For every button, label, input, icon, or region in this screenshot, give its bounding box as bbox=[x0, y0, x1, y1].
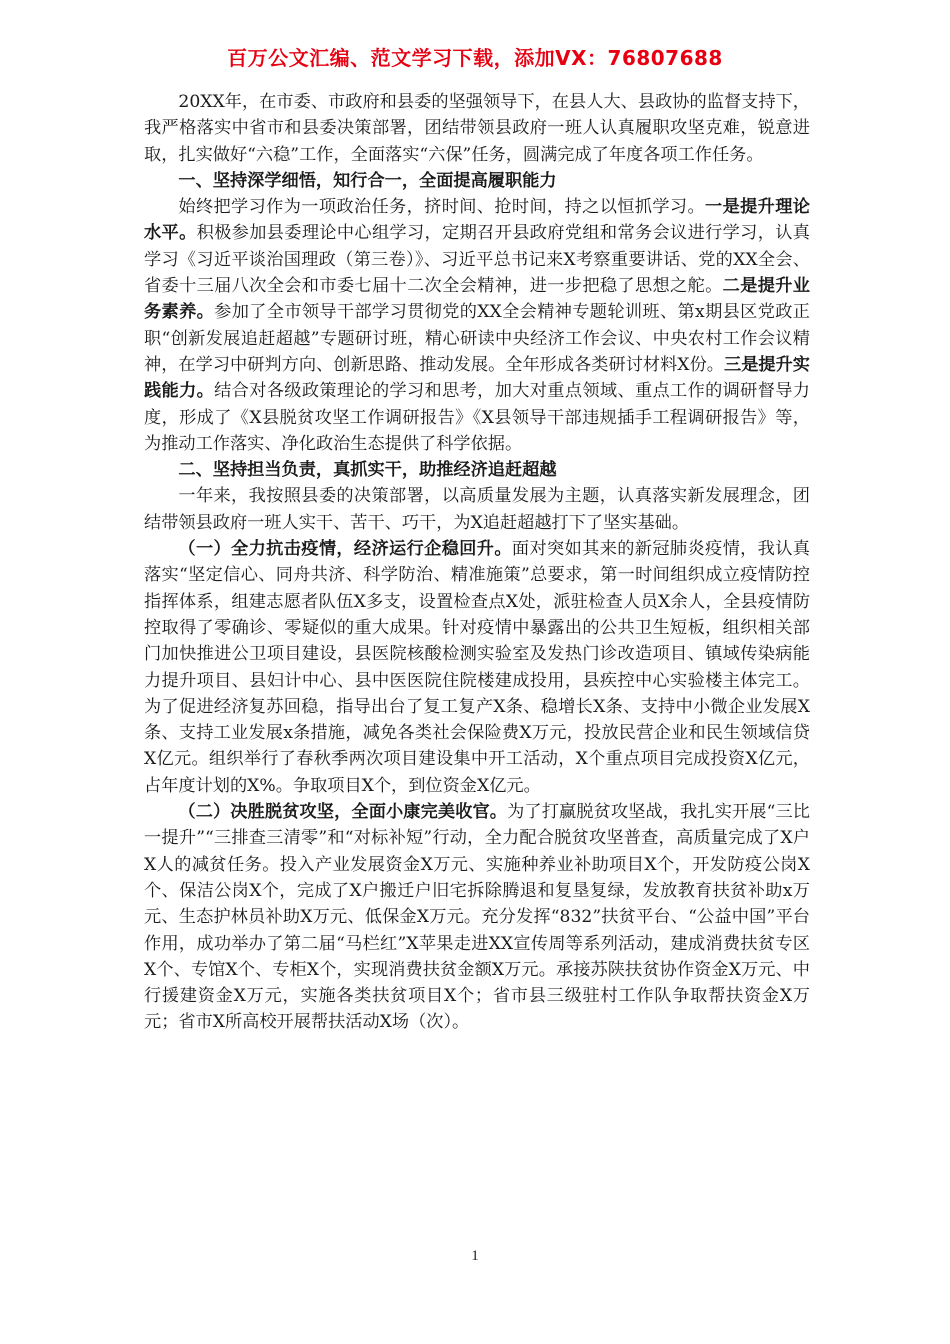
section-1-text-a: 始终把学习作为一项政治任务，挤时间、抢时间，持之以恒抓学习。 bbox=[178, 197, 706, 218]
section-2-heading: 二、坚持担当负责，真抓实干，助推经济追赶超越 bbox=[178, 460, 557, 481]
page-number: 1 bbox=[471, 1248, 479, 1264]
document-body bbox=[144, 89, 810, 1036]
section-1-paragraph bbox=[144, 194, 810, 457]
section-1-point-1: 一是提升理论水平。 bbox=[144, 197, 810, 244]
subsection-1-paragraph bbox=[144, 536, 810, 799]
section-2-intro: 一年来，我按照县委的决策部署，以高质量发展为主题，认真落实新发展理念，团结带领县政府一班人实干、苦干、巧干，为X追赶超越打下了坚实基础。 bbox=[144, 486, 810, 533]
section-1-text-c: 参加了全市领导干部学习贯彻党的XX全会精神专题轮训班、第x期县区党政正职“创新发展追赶超越”专题研讨班，精心研读中央经济工作会议、中央农村工作会议精神，在学习中研判方向、创新思路、推动发展。全年形成各类研讨材料X份。 bbox=[144, 302, 810, 375]
section-1-text-b: 积极参加县委理论中心组学习，定期召开县政府党组和常务会议进行学习，认真学习《习近平谈治国理政（第三卷）》、习近平总书记来X考察重要讲话、党的XX全会、省委十三届八次全会和市委七届十二次全会精神，进一步把稳了思想之舵。 bbox=[144, 223, 810, 297]
subsection-2-text: 为了打赢脱贫攻坚战，我扎实开展“三比一提升”“三排查三清零”和“对标补短”行动，全力配合脱贫攻坚普查，高质量完成了X户X人的减贫任务。投入产业发展资金X万元、实施种养业补助项目X个，开发防疫公岗X个、保洁公岗X个，完成了X户搬迁户旧宅拆除腾退和复垦复绿，发放教育扶贫补助x万元、生态护林员补助X万元、低保金X万元。充分发挥“832”扶贫平台、“公益中国”平台作用，成功举办了第二届“马栏红”X苹果走进XX宣传周等系列活动，建成消费扶贫专区X个、专馆X个、专柜X个，实现消费扶贫金额X万元。承接苏陕扶贫协作资金X万元、中行援建资金X万元，实施各类扶贫项目X个；省市县三级驻村工作队争取帮扶资金X万元；省市X所高校开展帮扶活动X场（次）。 bbox=[144, 802, 810, 1033]
subsection-1-title: （一）全力抗击疫情，经济运行企稳回升。 bbox=[178, 539, 512, 560]
section-1-point-3: 三是提升实践能力。 bbox=[144, 354, 810, 402]
section-1-point-2: 二是提升业务素养。 bbox=[144, 276, 810, 323]
subsection-2-title: （二）决胜脱贫攻坚，全面小康完美收官。 bbox=[178, 802, 508, 823]
intro-paragraph: 20XX年，在市委、市政府和县委的坚强领导下，在县人大、县政协的监督支持下，我严格落实中省市和县委决策部署，团结带领县政府一班人认真履职攻坚克难，锐意进取，扎实做好“六稳”工作，全面落实“六保”任务，圆满完成了年度各项工作任务。 bbox=[144, 92, 810, 165]
section-1-heading: 一、坚持深学细悟，知行合一，全面提高履职能力 bbox=[178, 170, 557, 191]
section-1-text-d: 结合对各级政策理论的学习和思考，加大对重点领域、重点工作的调研督导力度，形成了《X县脱贫攻坚工作调研报告》《X县领导干部违规插手工程调研报告》等，为推动工作落实、净化政治生态提供了科学依据。 bbox=[144, 381, 810, 454]
watermark-banner: 百万公文汇编、范文学习下载，添加VX：76807688 bbox=[227, 46, 723, 70]
subsection-1-text: 面对突如其来的新冠肺炎疫情，我认真落实“坚定信心、同舟共济、科学防治、精准施策”总要求，第一时间组织成立疫情防控指挥体系，组建志愿者队伍X多支，设置检查点X处，派驻检查人员X余人，全县疫情防控取得了零确诊、零疑似的重大成果。针对疫情中暴露出的公共卫生短板，组织相关部门加快推进公卫项目建设，县医院核酸检测实验室及发热门诊改造项目、镇域传染病能力提升项目、县妇计中心、县中医医院住院楼建成投用，县疾控中心实验楼主体完工。为了促进经济复苏回稳，指导出台了复工复产X条、稳增长X条、支持中小微企业发展X条、支持工业发展x条措施，减免各类社会保险费X万元，投放民营企业和民生领域信贷X亿元。组织举行了春秋季两次项目建设集中开工活动，X个重点项目完成投资X亿元，占年度计划的X%。争取项目X个，到位资金X亿元。 bbox=[144, 539, 810, 796]
subsection-2-paragraph bbox=[144, 799, 810, 1036]
